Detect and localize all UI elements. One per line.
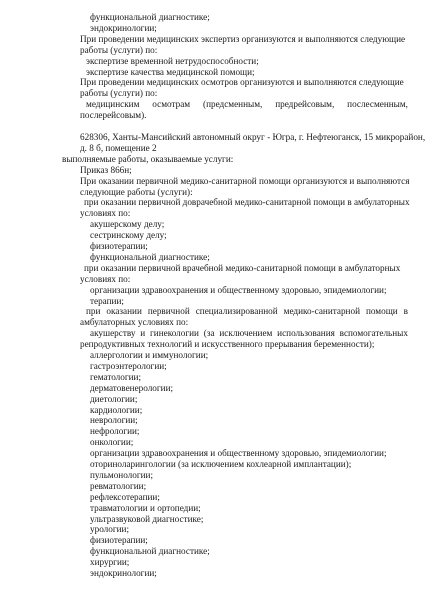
word: оказании <box>106 306 142 317</box>
paragraph-line: При проведении медицинских экспертиз организуются и выполняются следующие <box>80 33 406 44</box>
list-item: рефлексотерапии; <box>90 491 160 502</box>
paragraph-line: следующие работы (услуги): <box>80 186 193 197</box>
list-item: нефрологии; <box>90 426 140 437</box>
list-item: экспертизе временной нетрудоспособности; <box>86 55 259 66</box>
paragraph-line: При проведении медицинских осмотров организуются и выполняются следующие <box>80 77 404 88</box>
paragraph-line: работы (услуги) по: <box>80 88 158 99</box>
word: акушерству <box>90 328 136 339</box>
list-item: функциональной диагностике; <box>90 546 210 557</box>
list-item: эндокринологии; <box>90 568 157 578</box>
word: (за <box>203 328 215 339</box>
list-item: экспертизе качества медицинской помощи; <box>86 66 255 77</box>
list-item: эндокринологии; <box>90 22 157 33</box>
list-item: гастроэнтерологии; <box>90 360 167 371</box>
list-item: ревматологии; <box>90 480 147 491</box>
address-line: д. 8 б, помещение 2 <box>80 142 157 153</box>
list-item: пульмонологии; <box>90 469 154 480</box>
word: и <box>140 328 146 339</box>
order-reference: Приказ 866н; <box>80 164 132 175</box>
list-item: хирургии; <box>90 557 130 568</box>
list-item: неврологии; <box>90 415 138 426</box>
word: при <box>86 306 101 317</box>
word: специализированной <box>195 306 278 317</box>
list-item: терапии; <box>90 295 124 306</box>
word: осмотрам <box>152 99 191 110</box>
paragraph-line: условиях по: <box>80 208 131 219</box>
word: использования <box>277 328 335 339</box>
paragraph-line: при оказании первичной врачебной медико-санитарной помощи в амбулаторных <box>84 262 401 273</box>
word: помощи <box>365 306 398 317</box>
paragraph-line-justified <box>86 99 408 110</box>
word: гинекологии <box>150 328 199 339</box>
paragraph-line: При оказании первичной медико-санитарной помощи организуются и выполняются <box>80 175 410 186</box>
list-item: урологии; <box>90 524 129 535</box>
word: медико-санитарной <box>283 306 360 317</box>
section-heading: выполняемые работы, оказываемые услуги: <box>62 153 234 164</box>
list-item: ультразвуковой диагностике; <box>90 513 204 524</box>
list-item: кардиологии; <box>90 404 143 415</box>
word: медицинским <box>86 99 140 110</box>
word: вспомогательных <box>339 328 408 339</box>
list-item: травматологии и ортопедии; <box>90 502 201 513</box>
word: первичной <box>147 306 190 317</box>
paragraph-line: амбулаторных условиях по: <box>80 317 189 328</box>
list-item: организации здравоохранения и общественному здоровью, эпидемиологии; <box>90 284 387 295</box>
paragraph-line-justified <box>90 328 408 339</box>
list-item: акушерскому делу; <box>90 219 165 230</box>
list-item: функциональной диагностике; <box>90 12 210 22</box>
paragraph-line: послерейсовым). <box>80 110 147 121</box>
paragraph-line-justified <box>86 306 408 317</box>
list-item: организации здравоохранения и общественному здоровью, эпидемиологии; <box>90 448 387 459</box>
paragraph-line: работы (услуги) по: <box>80 44 158 55</box>
list-item: диетологии; <box>90 393 138 404</box>
paragraph-line: при оказании первичной доврачебной медико-санитарной помощи в амбулаторных <box>84 197 410 208</box>
list-item: дерматовенерологии; <box>90 382 174 393</box>
list-item: физиотерапии; <box>90 535 148 546</box>
word: послесменным, <box>347 99 408 110</box>
list-item: аллергологии и иммунологии; <box>90 350 209 360</box>
list-item: оториноларингологии (за исключением кохлеарной имплантации); <box>90 459 352 469</box>
word: (предсменным, <box>203 99 263 110</box>
list-item: онкологии; <box>90 437 134 448</box>
word: в <box>403 306 408 317</box>
word: предрейсовым, <box>275 99 335 110</box>
list-item: сестринскому делу; <box>90 230 167 241</box>
word: исключением <box>219 328 273 339</box>
list-item: гематологии; <box>90 371 142 382</box>
address-line: 628306, Ханты-Мансийский автономный округ - Югра, г. Нефтеюганск, 15 микрорайон, <box>80 132 426 142</box>
list-item: физиотерапии; <box>90 241 148 251</box>
paragraph-line: репродуктивных технологий и искусственного прерывания беременности); <box>80 339 375 350</box>
list-item: функциональной диагностике; <box>90 251 210 262</box>
paragraph-line: условиях по: <box>80 273 131 284</box>
